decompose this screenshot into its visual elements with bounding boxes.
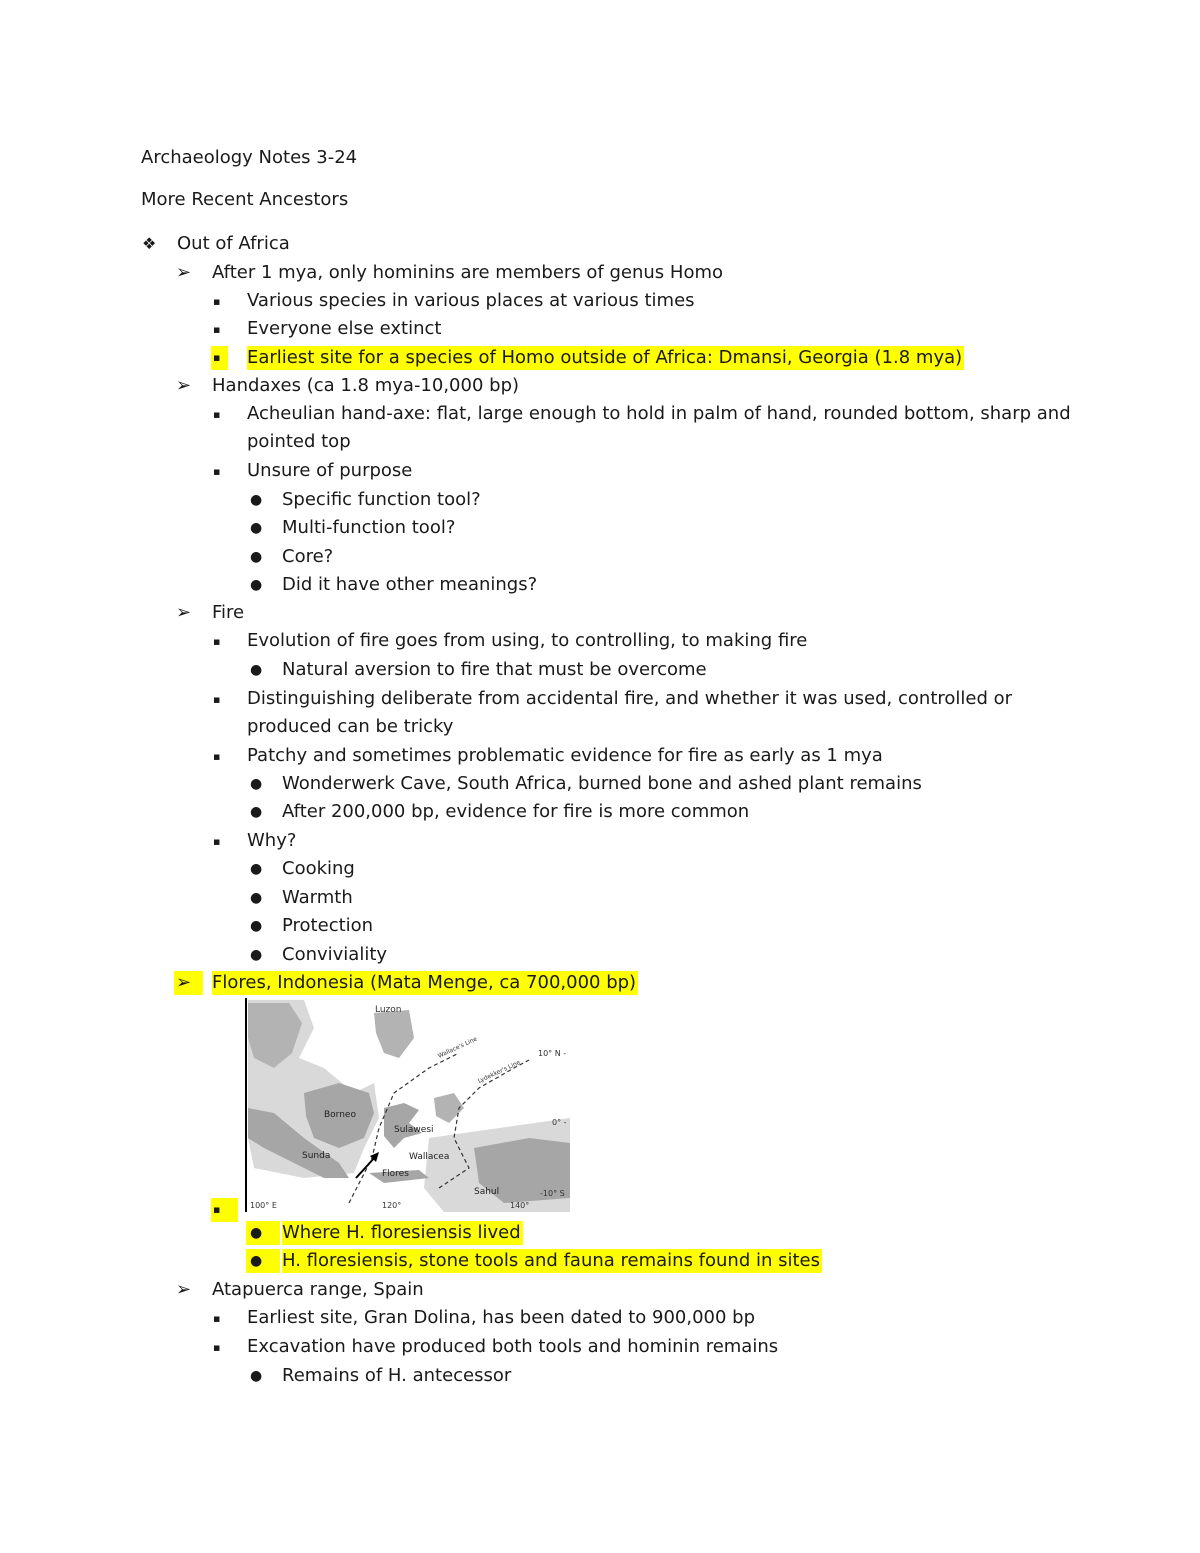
dot-bullet-icon: ● bbox=[250, 577, 263, 593]
arrow-bullet-icon: ➢ bbox=[176, 602, 192, 623]
dot-bullet-icon: ● bbox=[250, 776, 263, 792]
dot-bullet-icon: ● bbox=[246, 1249, 280, 1273]
map-label-sahul: Sahul bbox=[474, 1187, 500, 1197]
list-item: Earliest site, Gran Dolina, has been dated to 900,000 bp bbox=[247, 1307, 756, 1328]
dot-bullet-icon: ● bbox=[250, 1368, 263, 1384]
map-label-100e: 100° E bbox=[250, 1201, 277, 1210]
arrow-bullet-icon: ➢ bbox=[174, 971, 203, 995]
list-item: Handaxes (ca 1.8 mya-10,000 bp) bbox=[212, 375, 520, 396]
dot-bullet-icon: ● bbox=[250, 492, 263, 508]
arrow-bullet-icon: ➢ bbox=[176, 1279, 192, 1300]
square-bullet-icon: ▪ bbox=[213, 835, 221, 848]
map-label-sulawesi: Sulawesi bbox=[394, 1125, 434, 1135]
square-bullet-icon: ▪ bbox=[213, 635, 221, 648]
square-bullet-icon: ▪ bbox=[213, 1341, 221, 1354]
map-label-luzon: Luzon bbox=[375, 1005, 402, 1015]
dot-bullet-icon: ● bbox=[246, 1221, 280, 1245]
dot-bullet-icon: ● bbox=[250, 947, 263, 963]
doc-title: Archaeology Notes 3-24 bbox=[141, 147, 358, 168]
map-label-sunda: Sunda bbox=[302, 1151, 331, 1161]
map-label-10s: -10° S bbox=[540, 1189, 565, 1198]
dot-bullet-icon: ● bbox=[250, 804, 263, 820]
list-item: Out of Africa bbox=[177, 233, 290, 254]
map-label-0: 0° - bbox=[552, 1118, 567, 1127]
list-item: Natural aversion to fire that must be overcome bbox=[282, 659, 707, 680]
map-label-wallacea: Wallacea bbox=[409, 1152, 450, 1162]
dot-bullet-icon: ● bbox=[250, 918, 263, 934]
square-bullet-icon: ▪ bbox=[213, 693, 221, 706]
square-bullet-icon: ▪ bbox=[211, 1198, 238, 1222]
map-label-140: 140° bbox=[510, 1201, 530, 1210]
list-item: Remains of H. antecessor bbox=[282, 1365, 512, 1386]
list-item: Excavation have produced both tools and hominin remains bbox=[247, 1336, 779, 1357]
list-item: Distinguishing deliberate from accidental fire, and whether it was used, controlled or bbox=[247, 688, 1013, 709]
square-bullet-icon: ▪ bbox=[211, 346, 228, 370]
square-bullet-icon: ▪ bbox=[213, 408, 221, 421]
highlighted-list-item: Flores, Indonesia (Mata Menge, ca 700,000 bp) bbox=[212, 972, 637, 993]
list-item: Cooking bbox=[282, 858, 355, 879]
dot-bullet-icon: ● bbox=[250, 890, 263, 906]
dot-bullet-icon: ● bbox=[250, 861, 263, 877]
dot-bullet-icon: ● bbox=[250, 520, 263, 536]
list-item: Protection bbox=[282, 915, 374, 936]
list-item: Core? bbox=[282, 546, 334, 567]
list-item: Acheulian hand-axe: flat, large enough to hold in palm of hand, rounded bottom, sharp and bbox=[247, 403, 1071, 424]
list-item: Evolution of fire goes from using, to controlling, to making fire bbox=[247, 630, 808, 651]
dot-bullet-icon: ● bbox=[250, 549, 263, 565]
map-label-120: 120° bbox=[382, 1201, 402, 1210]
square-bullet-icon: ▪ bbox=[213, 323, 221, 336]
doc-subtitle: More Recent Ancestors bbox=[141, 189, 349, 210]
list-item: Did it have other meanings? bbox=[282, 574, 538, 595]
list-item: Specific function tool? bbox=[282, 489, 481, 510]
list-item-continuation: produced can be tricky bbox=[247, 716, 454, 737]
map-label-borneo: Borneo bbox=[324, 1110, 356, 1120]
diamond-bullet-icon: ❖ bbox=[142, 234, 157, 253]
map-label-wallace-line: Wallace's Line bbox=[436, 1035, 479, 1060]
list-item: Why? bbox=[247, 830, 297, 851]
map-label-lydekker-line: Lydekker's Line bbox=[476, 1059, 522, 1085]
list-item: Wonderwerk Cave, South Africa, burned bone and ashed plant remains bbox=[282, 773, 922, 794]
dot-bullet-icon: ● bbox=[250, 662, 263, 678]
square-bullet-icon: ▪ bbox=[213, 1312, 221, 1325]
list-item: Patchy and sometimes problematic evidence for fire as early as 1 mya bbox=[247, 745, 883, 766]
map-label-10n: 10° N - bbox=[538, 1049, 567, 1058]
highlighted-list-item: Where H. floresiensis lived bbox=[282, 1222, 521, 1243]
highlighted-list-item: Earliest site for a species of Homo outside of Africa: Dmansi, Georgia (1.8 mya) bbox=[247, 347, 963, 368]
list-item: Everyone else extinct bbox=[247, 318, 442, 339]
list-item: Conviviality bbox=[282, 944, 388, 965]
list-item: After 200,000 bp, evidence for fire is more common bbox=[282, 801, 750, 822]
highlighted-list-item: H. floresiensis, stone tools and fauna remains found in sites bbox=[282, 1250, 820, 1271]
list-item: Fire bbox=[212, 602, 245, 623]
list-item: Atapuerca range, Spain bbox=[212, 1279, 424, 1300]
arrow-bullet-icon: ➢ bbox=[176, 262, 192, 283]
list-item: Multi-function tool? bbox=[282, 517, 456, 538]
square-bullet-icon: ▪ bbox=[213, 750, 221, 763]
map-label-flores: Flores bbox=[382, 1169, 409, 1179]
square-bullet-icon: ▪ bbox=[213, 295, 221, 308]
list-item: Warmth bbox=[282, 887, 353, 908]
square-bullet-icon: ▪ bbox=[213, 465, 221, 478]
arrow-bullet-icon: ➢ bbox=[176, 375, 192, 396]
list-item-continuation: pointed top bbox=[247, 431, 351, 452]
list-item: Various species in various places at various times bbox=[247, 290, 695, 311]
list-item: After 1 mya, only hominins are members of genus Homo bbox=[212, 262, 724, 283]
southeast-asia-map bbox=[244, 998, 570, 1212]
list-item: Unsure of purpose bbox=[247, 460, 413, 481]
